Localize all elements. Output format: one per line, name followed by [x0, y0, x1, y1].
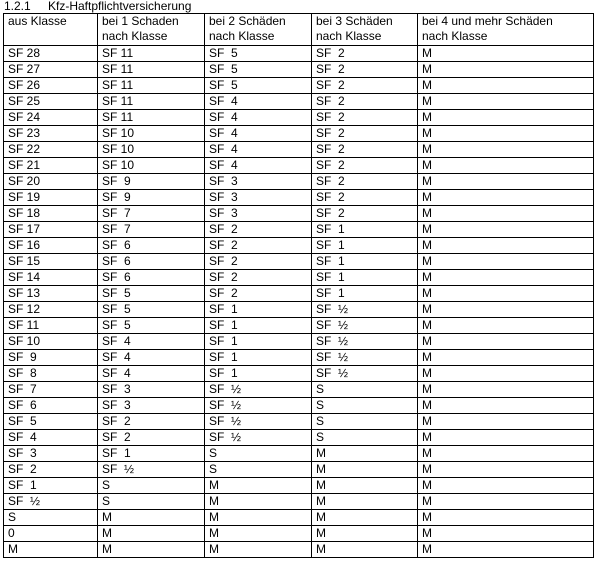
cell-2-schaeden: SF 1 [205, 350, 312, 366]
table-header [4, 14, 594, 46]
table-row [4, 526, 594, 542]
cell-4-schaeden: M [418, 94, 594, 110]
cell-3-schaeden: S [312, 398, 418, 414]
cell-1-schaden: M [98, 510, 205, 526]
cell-4-schaeden: M [418, 526, 594, 542]
table-body [4, 46, 594, 558]
header-text: nach Klasse [209, 29, 275, 43]
cell-3-schaeden: SF 2 [312, 174, 418, 190]
table-row [4, 334, 594, 350]
sf-class-table [3, 13, 594, 558]
cell-aus-klasse: SF 3 [4, 446, 98, 462]
table-row [4, 46, 594, 62]
cell-aus-klasse: SF 9 [4, 350, 98, 366]
cell-aus-klasse: SF 27 [4, 62, 98, 78]
cell-3-schaeden: M [312, 478, 418, 494]
header-text: bei 4 und mehr Schäden [422, 14, 553, 28]
cell-2-schaeden: M [205, 494, 312, 510]
cell-2-schaeden: SF ½ [205, 430, 312, 446]
cell-aus-klasse: SF 11 [4, 318, 98, 334]
header-text: aus Klasse [8, 14, 67, 28]
table-row [4, 382, 594, 398]
table-row [4, 350, 594, 366]
table-row [4, 478, 594, 494]
cell-1-schaden: SF 7 [98, 222, 205, 238]
cell-1-schaden: SF 9 [98, 190, 205, 206]
cell-3-schaeden: M [312, 510, 418, 526]
cell-2-schaeden: SF 4 [205, 110, 312, 126]
cell-3-schaeden: SF 1 [312, 254, 418, 270]
cell-aus-klasse: SF 12 [4, 302, 98, 318]
cell-4-schaeden: M [418, 382, 594, 398]
cell-3-schaeden: M [312, 494, 418, 510]
header-4-schaeden [418, 14, 594, 46]
cell-2-schaeden: SF 3 [205, 174, 312, 190]
cell-4-schaeden: M [418, 78, 594, 94]
cell-3-schaeden: SF 2 [312, 158, 418, 174]
cell-3-schaeden: SF ½ [312, 318, 418, 334]
cell-3-schaeden: SF 1 [312, 286, 418, 302]
cell-aus-klasse: SF 18 [4, 206, 98, 222]
table-row [4, 238, 594, 254]
table-row [4, 158, 594, 174]
cell-3-schaeden: SF 1 [312, 238, 418, 254]
cell-4-schaeden: M [418, 318, 594, 334]
cell-3-schaeden: M [312, 526, 418, 542]
cell-2-schaeden: SF 1 [205, 318, 312, 334]
cell-1-schaden: SF 9 [98, 174, 205, 190]
table-row [4, 222, 594, 238]
cell-4-schaeden: M [418, 462, 594, 478]
cell-2-schaeden: SF 5 [205, 78, 312, 94]
cell-2-schaeden: S [205, 446, 312, 462]
table-row [4, 510, 594, 526]
table-row [4, 78, 594, 94]
cell-2-schaeden: SF 3 [205, 206, 312, 222]
table-header-row [4, 14, 594, 46]
cell-1-schaden: S [98, 494, 205, 510]
cell-aus-klasse: SF 22 [4, 142, 98, 158]
cell-3-schaeden: M [312, 462, 418, 478]
cell-aus-klasse: SF 14 [4, 270, 98, 286]
cell-aus-klasse: SF ½ [4, 494, 98, 510]
cell-1-schaden: SF 10 [98, 126, 205, 142]
table-row [4, 366, 594, 382]
cell-2-schaeden: SF 2 [205, 270, 312, 286]
cell-aus-klasse: SF 26 [4, 78, 98, 94]
cell-4-schaeden: M [418, 286, 594, 302]
cell-1-schaden: SF 10 [98, 158, 205, 174]
cell-4-schaeden: M [418, 222, 594, 238]
cell-1-schaden: S [98, 478, 205, 494]
cell-4-schaeden: M [418, 350, 594, 366]
cell-aus-klasse: SF 24 [4, 110, 98, 126]
cell-aus-klasse: SF 15 [4, 254, 98, 270]
cell-1-schaden: SF 11 [98, 62, 205, 78]
cell-1-schaden: M [98, 526, 205, 542]
cell-3-schaeden: SF 2 [312, 126, 418, 142]
cell-1-schaden: SF 6 [98, 238, 205, 254]
cell-1-schaden: SF 5 [98, 318, 205, 334]
cell-3-schaeden: S [312, 414, 418, 430]
cell-1-schaden: SF 5 [98, 302, 205, 318]
cell-aus-klasse: SF 6 [4, 398, 98, 414]
cell-4-schaeden: M [418, 174, 594, 190]
cell-1-schaden: SF 2 [98, 430, 205, 446]
cell-2-schaeden: SF 1 [205, 366, 312, 382]
cell-2-schaeden: SF 5 [205, 62, 312, 78]
cell-2-schaeden: SF ½ [205, 398, 312, 414]
table-row [4, 414, 594, 430]
cell-1-schaden: SF 4 [98, 350, 205, 366]
cell-2-schaeden: SF 4 [205, 94, 312, 110]
cell-3-schaeden: SF 2 [312, 94, 418, 110]
cell-1-schaden: SF 7 [98, 206, 205, 222]
section-number: 1.2.1 [4, 0, 31, 13]
cell-2-schaeden: S [205, 462, 312, 478]
cell-4-schaeden: M [418, 238, 594, 254]
table-row [4, 142, 594, 158]
table-row [4, 302, 594, 318]
cell-2-schaeden: SF 2 [205, 286, 312, 302]
cell-3-schaeden: SF 2 [312, 46, 418, 62]
cell-1-schaden: M [98, 542, 205, 558]
cell-1-schaden: SF 11 [98, 78, 205, 94]
cell-1-schaden: SF 5 [98, 286, 205, 302]
cell-aus-klasse: M [4, 542, 98, 558]
cell-2-schaeden: SF 2 [205, 254, 312, 270]
cell-1-schaden: SF 6 [98, 270, 205, 286]
cell-2-schaeden: SF 1 [205, 302, 312, 318]
cell-aus-klasse: SF 20 [4, 174, 98, 190]
cell-aus-klasse: SF 13 [4, 286, 98, 302]
cell-3-schaeden: SF 2 [312, 110, 418, 126]
table-row [4, 462, 594, 478]
cell-3-schaeden: SF 2 [312, 142, 418, 158]
cell-2-schaeden: SF ½ [205, 414, 312, 430]
table-row [4, 62, 594, 78]
section-title: Kfz-Haftpflichtversicherung [48, 0, 192, 13]
cell-2-schaeden: SF 4 [205, 126, 312, 142]
header-3-schaeden [312, 14, 418, 46]
cell-3-schaeden: SF 2 [312, 206, 418, 222]
table-row [4, 190, 594, 206]
cell-4-schaeden: M [418, 206, 594, 222]
cell-2-schaeden: SF 3 [205, 190, 312, 206]
cell-4-schaeden: M [418, 110, 594, 126]
cell-4-schaeden: M [418, 494, 594, 510]
header-text: bei 3 Schäden [316, 14, 393, 28]
header-text: nach Klasse [422, 29, 488, 43]
header-text: bei 2 Schäden [209, 14, 286, 28]
table-row [4, 126, 594, 142]
cell-1-schaden: SF 3 [98, 382, 205, 398]
cell-1-schaden: SF 2 [98, 414, 205, 430]
cell-aus-klasse: SF 16 [4, 238, 98, 254]
header-text: nach Klasse [316, 29, 382, 43]
cell-4-schaeden: M [418, 478, 594, 494]
table-row [4, 174, 594, 190]
cell-3-schaeden: S [312, 430, 418, 446]
cell-2-schaeden: SF 1 [205, 334, 312, 350]
cell-3-schaeden: M [312, 542, 418, 558]
cell-4-schaeden: M [418, 126, 594, 142]
table-row [4, 254, 594, 270]
cell-4-schaeden: M [418, 510, 594, 526]
cell-aus-klasse: SF 10 [4, 334, 98, 350]
cell-2-schaeden: M [205, 542, 312, 558]
cell-4-schaeden: M [418, 446, 594, 462]
table-row [4, 270, 594, 286]
cell-3-schaeden: SF ½ [312, 366, 418, 382]
cell-2-schaeden: M [205, 510, 312, 526]
cell-aus-klasse: SF 8 [4, 366, 98, 382]
cell-1-schaden: SF 11 [98, 94, 205, 110]
cell-aus-klasse: SF 25 [4, 94, 98, 110]
cell-2-schaeden: SF ½ [205, 382, 312, 398]
cell-aus-klasse: 0 [4, 526, 98, 542]
cell-4-schaeden: M [418, 62, 594, 78]
cell-1-schaden: SF 3 [98, 398, 205, 414]
cell-aus-klasse: S [4, 510, 98, 526]
cell-aus-klasse: SF 1 [4, 478, 98, 494]
table-row [4, 430, 594, 446]
table-row [4, 286, 594, 302]
cell-4-schaeden: M [418, 302, 594, 318]
cell-aus-klasse: SF 4 [4, 430, 98, 446]
header-2-schaeden [205, 14, 312, 46]
cell-aus-klasse: SF 21 [4, 158, 98, 174]
cell-3-schaeden: SF ½ [312, 302, 418, 318]
cell-4-schaeden: M [418, 254, 594, 270]
cell-2-schaeden: M [205, 478, 312, 494]
cell-4-schaeden: M [418, 430, 594, 446]
cell-2-schaeden: M [205, 526, 312, 542]
cell-3-schaeden: SF 2 [312, 190, 418, 206]
table-row [4, 110, 594, 126]
cell-4-schaeden: M [418, 398, 594, 414]
cell-2-schaeden: SF 5 [205, 46, 312, 62]
table-row [4, 494, 594, 510]
cell-aus-klasse: SF 23 [4, 126, 98, 142]
cell-1-schaden: SF ½ [98, 462, 205, 478]
header-1-schaden [98, 14, 205, 46]
table-row [4, 446, 594, 462]
cell-1-schaden: SF 10 [98, 142, 205, 158]
cell-3-schaeden: S [312, 382, 418, 398]
cell-3-schaeden: SF 1 [312, 222, 418, 238]
cell-aus-klasse: SF 5 [4, 414, 98, 430]
header-text: nach Klasse [102, 29, 168, 43]
cell-4-schaeden: M [418, 142, 594, 158]
cell-3-schaeden: SF 2 [312, 62, 418, 78]
header-text: bei 1 Schaden [102, 14, 179, 28]
section-heading [4, 0, 191, 13]
cell-2-schaeden: SF 4 [205, 142, 312, 158]
cell-4-schaeden: M [418, 46, 594, 62]
cell-aus-klasse: SF 7 [4, 382, 98, 398]
cell-1-schaden: SF 11 [98, 46, 205, 62]
cell-3-schaeden: M [312, 446, 418, 462]
cell-4-schaeden: M [418, 190, 594, 206]
cell-aus-klasse: SF 28 [4, 46, 98, 62]
cell-3-schaeden: SF ½ [312, 350, 418, 366]
table-row [4, 398, 594, 414]
cell-1-schaden: SF 4 [98, 366, 205, 382]
cell-aus-klasse: SF 19 [4, 190, 98, 206]
cell-2-schaeden: SF 2 [205, 222, 312, 238]
cell-4-schaeden: M [418, 270, 594, 286]
table-row [4, 542, 594, 558]
cell-1-schaden: SF 1 [98, 446, 205, 462]
cell-2-schaeden: SF 2 [205, 238, 312, 254]
cell-aus-klasse: SF 2 [4, 462, 98, 478]
table-row [4, 318, 594, 334]
header-aus-klasse [4, 14, 98, 46]
table-row [4, 94, 594, 110]
cell-4-schaeden: M [418, 542, 594, 558]
cell-1-schaden: SF 6 [98, 254, 205, 270]
cell-aus-klasse: SF 17 [4, 222, 98, 238]
cell-1-schaden: SF 11 [98, 110, 205, 126]
cell-3-schaeden: SF ½ [312, 334, 418, 350]
cell-3-schaeden: SF 1 [312, 270, 418, 286]
cell-4-schaeden: M [418, 158, 594, 174]
cell-4-schaeden: M [418, 334, 594, 350]
cell-1-schaden: SF 4 [98, 334, 205, 350]
table-row [4, 206, 594, 222]
cell-2-schaeden: SF 4 [205, 158, 312, 174]
cell-4-schaeden: M [418, 366, 594, 382]
cell-4-schaeden: M [418, 414, 594, 430]
cell-3-schaeden: SF 2 [312, 78, 418, 94]
